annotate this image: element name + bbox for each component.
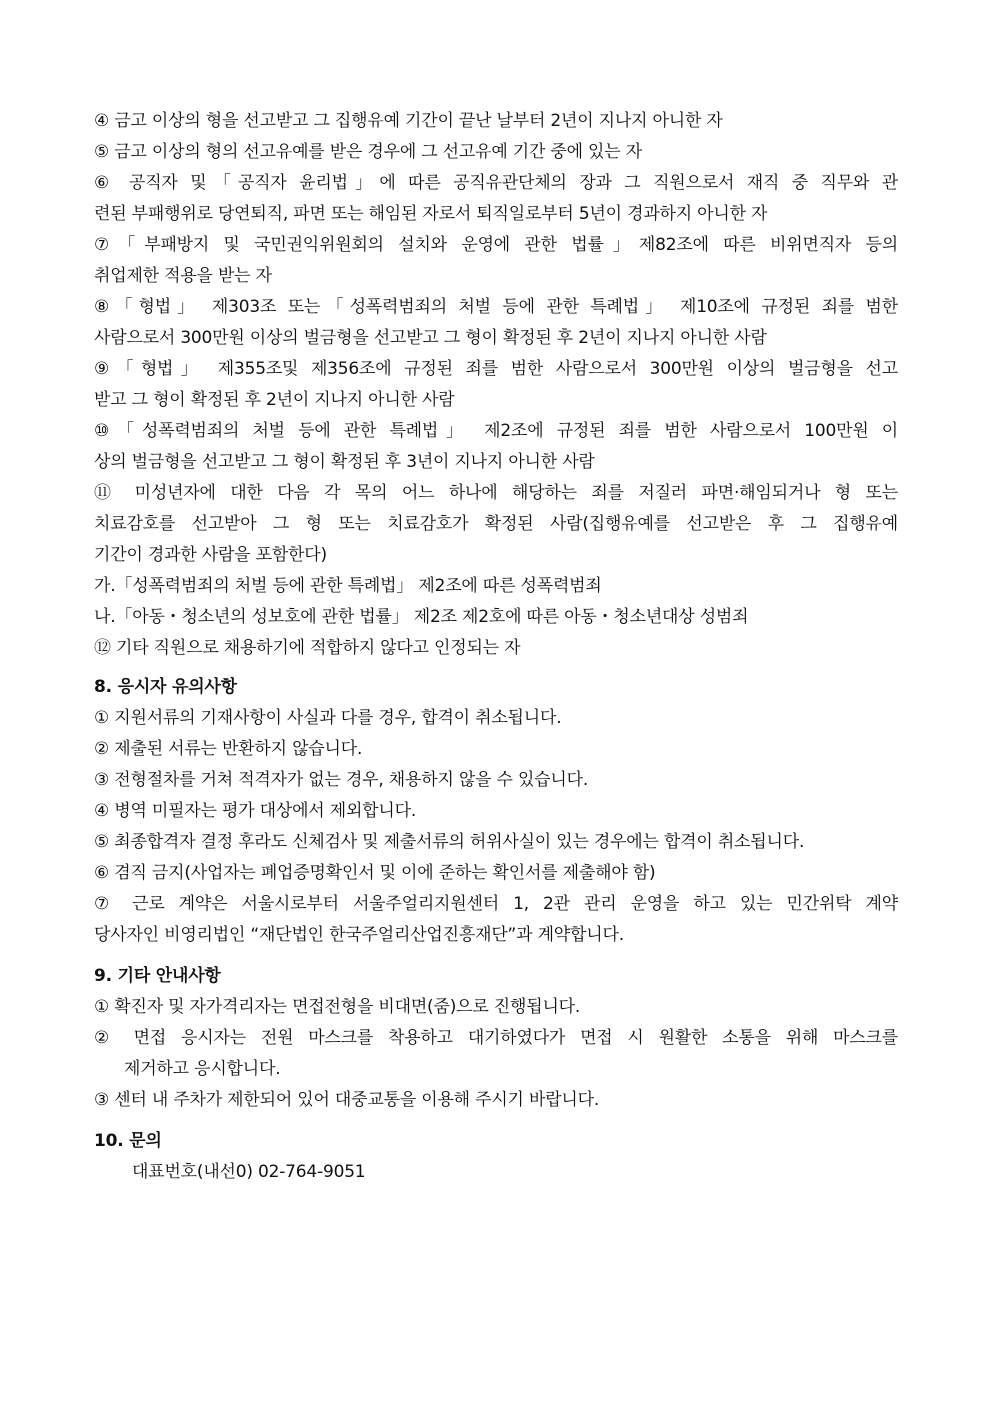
disq-item-11-line-2: 치료감호를 선고받아 그 형 또는 치료감호가 확정된 사람(집행유예를 선고받은 후 그 집행유예 <box>94 514 898 534</box>
disq-item-10-line-1: ⑩「성폭력범죄의 처벌 등에 관한 특례법」 제2조에 규정된 죄를 범한 사람으로서 100만원 이 <box>94 421 898 441</box>
disq-item-10-line-2: 상의 벌금형을 선고받고 그 형이 확정된 후 3년이 지나지 아니한 사람 <box>94 452 595 472</box>
disq-item-8-line-1: ⑧「형법」 제303조 또는「성폭력범죄의 처벌 등에 관한 특례법」 제10조에 규정된 죄를 범한 <box>94 297 898 317</box>
section-8 <box>94 672 898 951</box>
disq-item-11-line-1: ⑪ 미성년자에 대한 다음 각 목의 어느 하나에 해당하는 죄를 저질러 파면·해임되거나 형 또는 <box>94 483 898 503</box>
section-10 <box>94 1126 898 1188</box>
disq-item-5: ⑤ 금고 이상의 형의 선고유예를 받은 경우에 그 선고유예 기간 중에 있는 자 <box>94 142 642 162</box>
spacer <box>94 951 898 961</box>
info-item-3: ③ 센터 내 주차가 제한되어 있어 대중교통을 이용해 주시기 바랍니다. <box>94 1090 600 1110</box>
notice-item-1: ① 지원서류의 기재사항이 사실과 다를 경우, 합격이 취소됩니다. <box>94 708 562 728</box>
notice-item-4: ④ 병역 미필자는 평가 대상에서 제외합니다. <box>94 801 417 821</box>
disq-item-11-line-3: 기간이 경과한 사람을 포함한다) <box>94 545 327 565</box>
contact-phone: 대표번호(내선0) 02-764-9051 <box>132 1162 366 1182</box>
notice-item-2: ② 제출된 서류는 반환하지 않습니다. <box>94 739 363 759</box>
disq-item-12: ⑫ 기타 직원으로 채용하기에 적합하지 않다고 인정되는 자 <box>94 638 521 658</box>
info-item-2-line-1: ② 면접 응시자는 전원 마스크를 착용하고 대기하였다가 면접 시 원활한 소통을 위해 마스크를 <box>94 1028 898 1048</box>
section-10-title: 10. 문의 <box>94 1131 162 1151</box>
disq-item-4: ④ 금고 이상의 형을 선고받고 그 집행유예 기간이 끝난 날부터 2년이 지나지 아니한 자 <box>94 111 723 131</box>
notice-item-6: ⑥ 겸직 금지(사업자는 폐업증명확인서 및 이에 준하는 확인서를 제출해야 함) <box>94 863 656 883</box>
disq-item-9-line-2: 받고 그 형이 확정된 후 2년이 지나지 아니한 사람 <box>94 390 455 410</box>
disq-item-7-line-1: ⑦「부패방지 및 국민권익위원회의 설치와 운영에 관한 법률」제82조에 따른 비위면직자 등의 <box>94 235 898 255</box>
notice-item-7-line-2: 당사자인 비영리법인 “재단법인 한국주얼리산업진흥재단”과 계약합니다. <box>94 925 624 945</box>
notice-item-5: ⑤ 최종합격자 결정 후라도 신체검사 및 제출서류의 허위사실이 있는 경우에는 합격이 취소됩니다. <box>94 832 805 852</box>
disq-item-6-line-2: 련된 부패행위로 당연퇴직, 파면 또는 해임된 자로서 퇴직일로부터 5년이 경과하지 아니한 자 <box>94 204 768 224</box>
section-9-title: 9. 기타 안내사항 <box>94 966 221 986</box>
spacer <box>94 664 898 672</box>
info-item-1: ① 확진자 및 자가격리자는 면접전형을 비대면(줌)으로 진행됩니다. <box>94 997 581 1017</box>
section-8-title: 8. 응시자 유의사항 <box>94 677 237 697</box>
disqualification-list <box>94 106 898 664</box>
disq-item-9-line-1: ⑨「형법」 제355조및 제356조에 규정된 죄를 범한 사람으로서 300만원 이상의 벌금형을 선고 <box>94 359 898 379</box>
disq-item-6-line-1: ⑥ 공직자 및「공직자 윤리법」에 따른 공직유관단체의 장과 그 직원으로서 재직 중 직무와 관 <box>94 173 898 193</box>
disq-item-8-line-2: 사람으로서 300만원 이상의 벌금형을 선고받고 그 형이 확정된 후 2년이 지나지 아니한 사람 <box>94 328 767 348</box>
disq-item-11-ga: 가.「성폭력범죄의 처벌 등에 관한 특례법」 제2조에 따른 성폭력범죄 <box>94 576 602 596</box>
notice-item-3: ③ 전형절차를 거쳐 적격자가 없는 경우, 채용하지 않을 수 있습니다. <box>94 770 589 790</box>
spacer <box>94 1116 898 1126</box>
notice-item-7-line-1: ⑦ 근로 계약은 서울시로부터 서울주얼리지원센터 1, 2관 관리 운영을 하고 있는 민간위탁 계약 <box>94 894 898 914</box>
info-item-2-line-2: 제거하고 응시합니다. <box>124 1059 281 1079</box>
disq-item-7-line-2: 취업제한 적용을 받는 자 <box>94 266 272 286</box>
disq-item-11-na: 나.「아동・청소년의 성보호에 관한 법률」 제2조 제2호에 따른 아동・청소년대상 성범죄 <box>94 607 749 627</box>
section-9 <box>94 961 898 1116</box>
